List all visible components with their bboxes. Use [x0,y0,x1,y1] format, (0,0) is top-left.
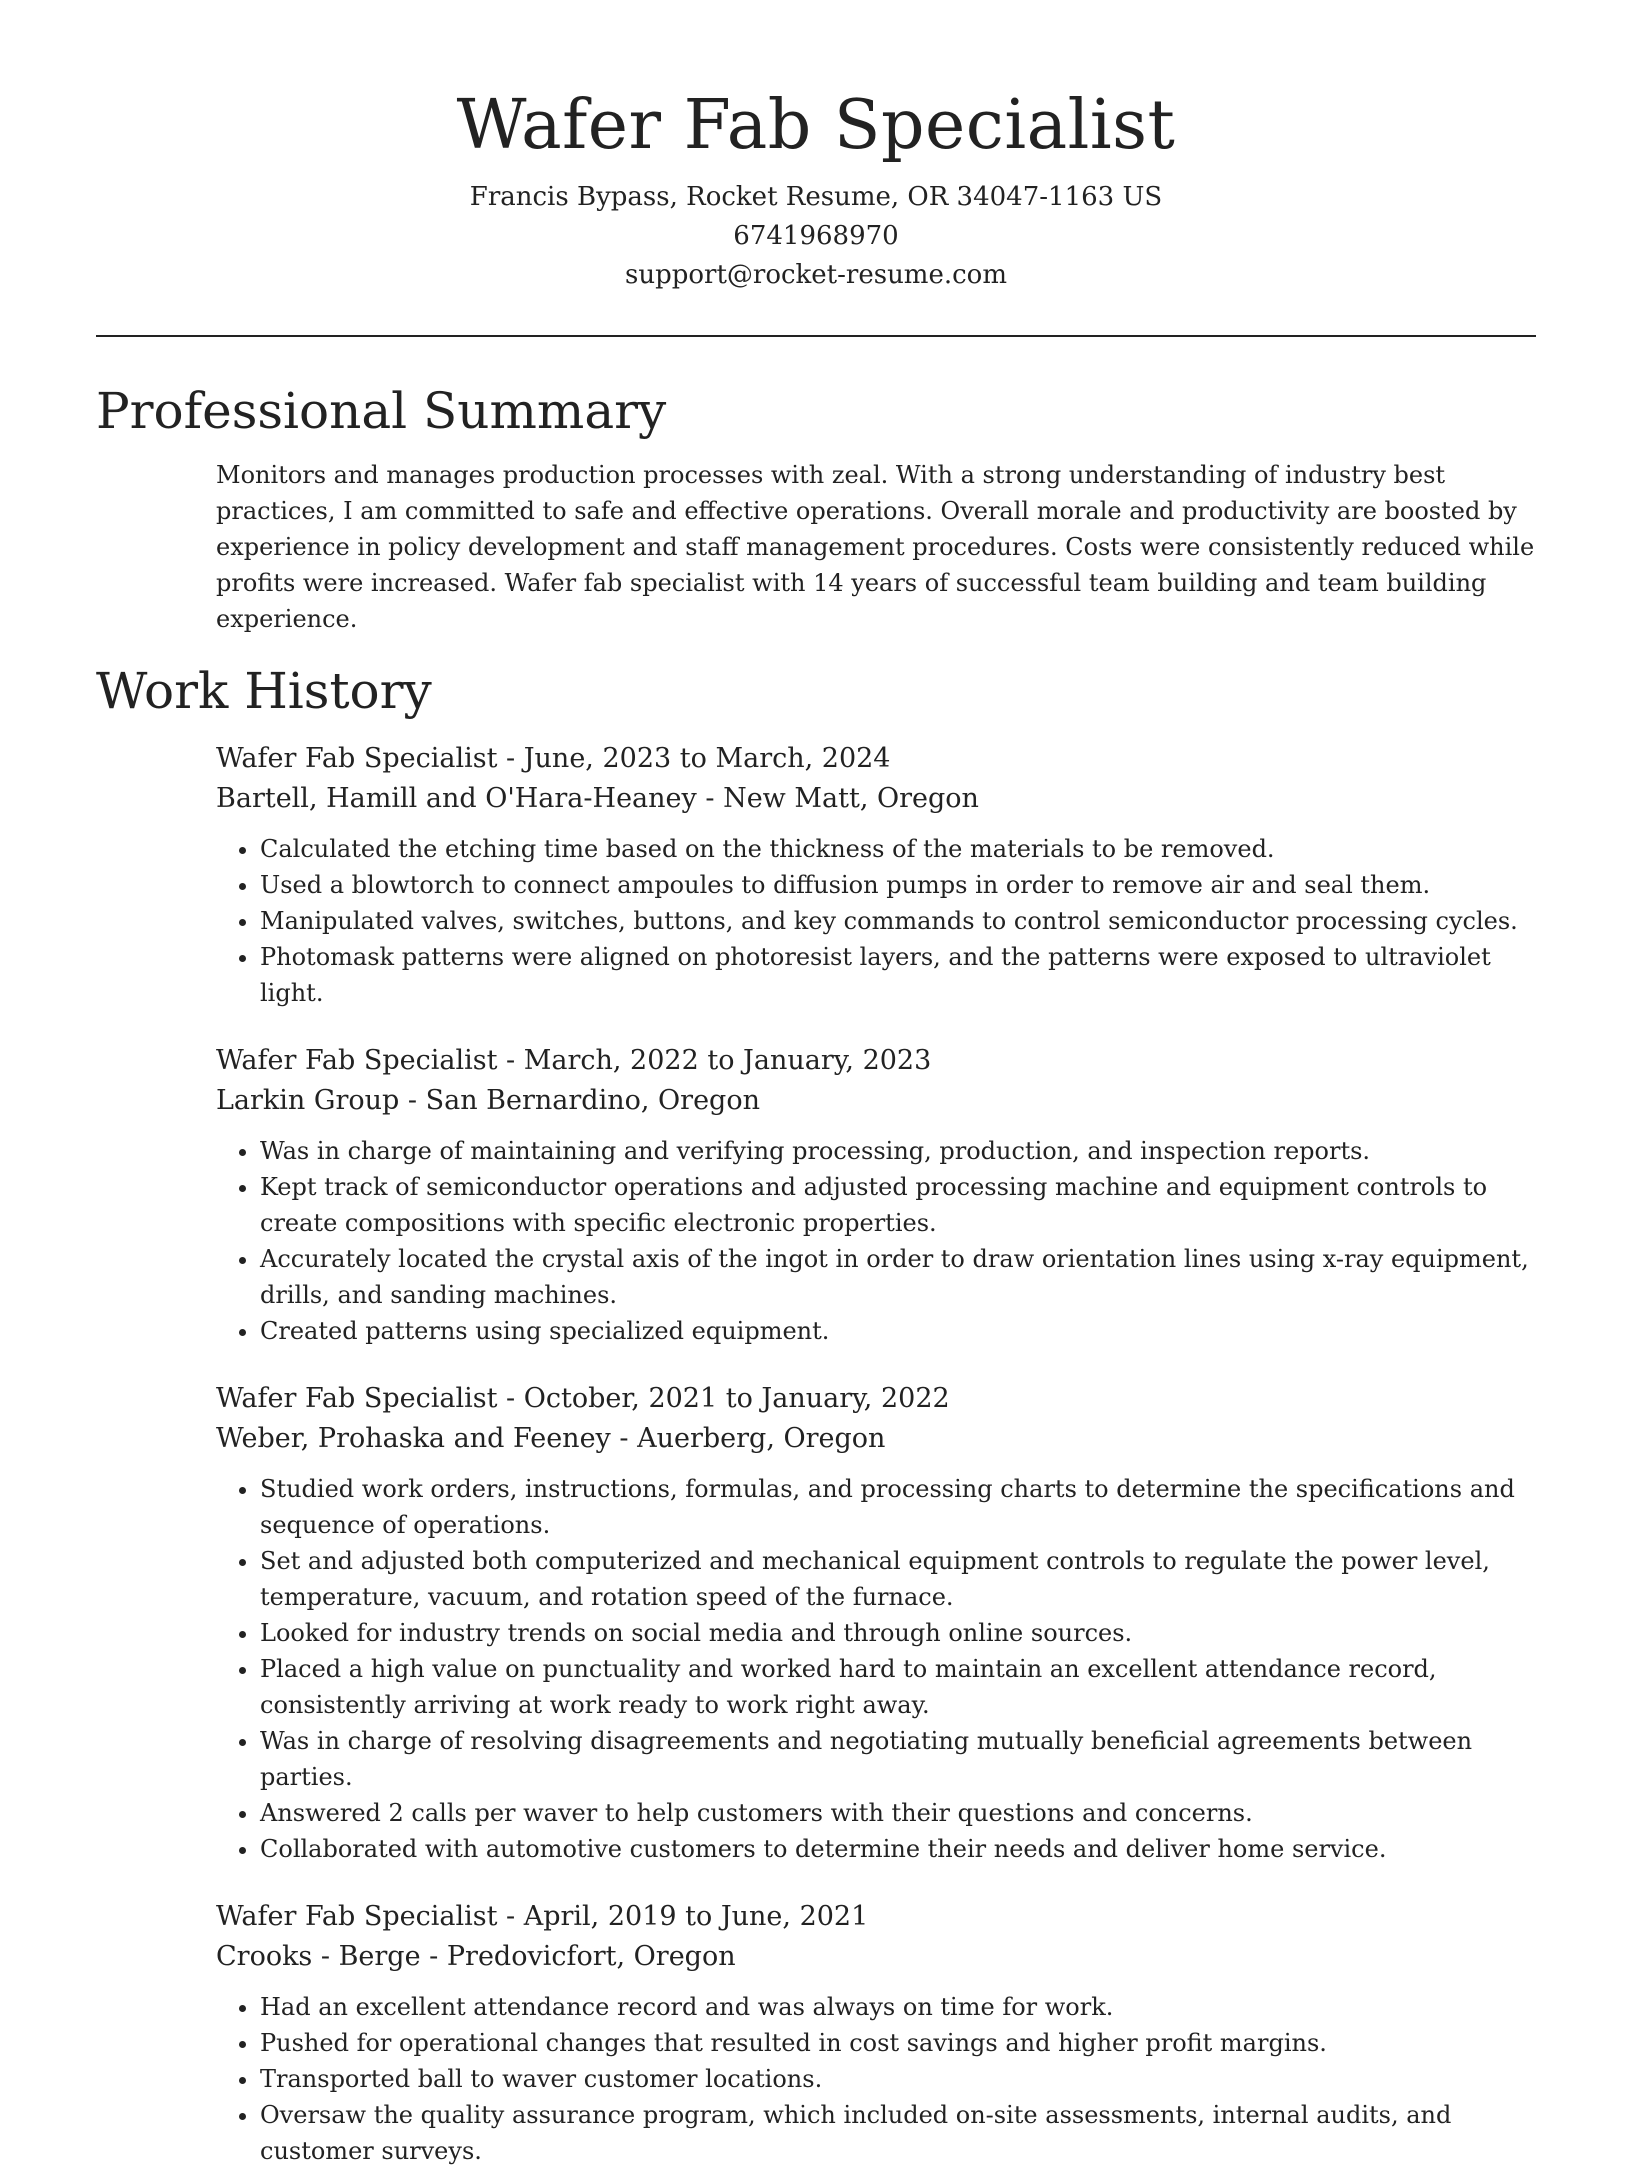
job-entry [216,1897,1536,2169]
duty-item: • Accurately located the crystal axis of the ingot in order to draw orientation lines using x-ray equipment, drills, and sanding machines. [260,1241,1536,1313]
job-duties [216,1133,1536,1349]
job-location: San Bernardino, Oregon [425,1085,760,1116]
duty-item: • Was in charge of resolving disagreements and negotiating mutually beneficial agreements between parties. [260,1723,1536,1795]
job-title-line: Wafer Fab Specialist - October, 2021 to January, 2022 [216,1383,950,1414]
duty-item: • Studied work orders, instructions, formulas, and processing charts to determine the specifications and sequence of operations. [260,1471,1536,1543]
job-location: Predovicfort, Oregon [446,1941,736,1972]
duty-item: • Was in charge of maintaining and verifying processing, production, and inspection reports. [260,1133,1536,1169]
job-dates: June, 2023 to March, 2024 [523,743,891,774]
job-title-line: Wafer Fab Specialist - June, 2023 to March, 2024 [216,743,891,774]
summary-heading: Professional Summary [96,382,667,440]
contact-address: Francis Bypass, Rocket Resume, OR 34047-1163 US [469,182,1163,212]
job-entry [216,739,1536,1011]
duty-item: • Looked for industry trends on social media and through online sources. [260,1615,1536,1651]
job-company-line: Bartell, Hamill and O'Hara-Heaney - New Matt, Oregon [216,783,979,814]
contact-phone: 6741968970 [733,221,899,251]
job-location: New Matt, Oregon [723,783,979,814]
duty-item: • Transported ball to waver customer locations. [260,2061,1536,2097]
job-location: Auerberg, Oregon [637,1423,886,1454]
job-company-line: Larkin Group - San Bernardino, Oregon [216,1085,760,1116]
work-history-list [216,739,1536,2169]
job-position: Wafer Fab Specialist [216,1383,498,1414]
job-company: Larkin Group [216,1085,400,1116]
duty-item: • Placed a high value on punctuality and worked hard to maintain an excellent attendance record, consistently arriving at work ready to work right away. [260,1651,1536,1723]
job-title-line: Wafer Fab Specialist - April, 2019 to June, 2021 [216,1901,869,1932]
job-duties [216,1989,1536,2169]
duty-item: • Calculated the etching time based on the thickness of the materials to be removed. [260,831,1536,867]
header-divider [96,335,1536,337]
job-entry [216,1379,1536,1867]
job-title-line: Wafer Fab Specialist - March, 2022 to January, 2023 [216,1045,932,1076]
resume-name: Wafer Fab Specialist [456,86,1176,165]
job-company: Weber, Prohaska and Feeney [216,1423,611,1454]
job-company-line: Crooks - Berge - Predovicfort, Oregon [216,1941,736,1972]
job-dates: October, 2021 to January, 2022 [523,1383,950,1414]
job-dates: March, 2022 to January, 2023 [523,1045,932,1076]
work-history-heading: Work History [96,662,432,720]
duty-item: • Answered 2 calls per waver to help customers with their questions and concerns. [260,1795,1536,1831]
duty-item: • Had an excellent attendance record and was always on time for work. [260,1989,1536,2025]
contact-block [96,178,1536,295]
duty-item: • Oversaw the quality assurance program, which included on-site assessments, internal audits, and customer surveys. [260,2097,1536,2169]
resume-header [96,0,1536,295]
duty-item: • Collaborated with automotive customers to determine their needs and deliver home service. [260,1831,1536,1867]
job-position: Wafer Fab Specialist [216,743,498,774]
job-dates: April, 2019 to June, 2021 [523,1901,869,1932]
summary-text: Monitors and manages production processes with zeal. With a strong understanding of industry best practices, I am committed to safe and effective operations. Overall morale and productivity are boosted by experience in policy development and staff management procedures. Costs were consistently reduced while profits were increased. Wafer fab specialist with 14 years of successful team building and team building experience. [216,461,1535,633]
duty-item: • Photomask patterns were aligned on photoresist layers, and the patterns were exposed to ultraviolet light. [260,939,1536,1011]
duty-item: • Kept track of semiconductor operations and adjusted processing machine and equipment controls to create compositions with specific electronic properties. [260,1169,1536,1241]
duty-item: • Used a blowtorch to connect ampoules to diffusion pumps in order to remove air and seal them. [260,867,1536,903]
duty-item: • Manipulated valves, switches, buttons, and key commands to control semiconductor processing cycles. [260,903,1536,939]
job-company: Crooks - Berge [216,1941,421,1972]
job-duties [216,1471,1536,1867]
job-duties [216,831,1536,1011]
job-position: Wafer Fab Specialist [216,1045,498,1076]
job-company-line: Weber, Prohaska and Feeney - Auerberg, Oregon [216,1423,886,1454]
contact-email: support@rocket-resume.com [624,260,1007,290]
job-position: Wafer Fab Specialist [216,1901,498,1932]
resume-page [96,0,1536,2169]
duty-item: • Set and adjusted both computerized and mechanical equipment controls to regulate the power level, temperature, vacuum, and rotation speed of the furnace. [260,1543,1536,1615]
duty-item: • Created patterns using specialized equipment. [260,1313,1536,1349]
job-company: Bartell, Hamill and O'Hara-Heaney [216,783,697,814]
job-entry [216,1041,1536,1349]
duty-item: • Pushed for operational changes that resulted in cost savings and higher profit margins. [260,2025,1536,2061]
